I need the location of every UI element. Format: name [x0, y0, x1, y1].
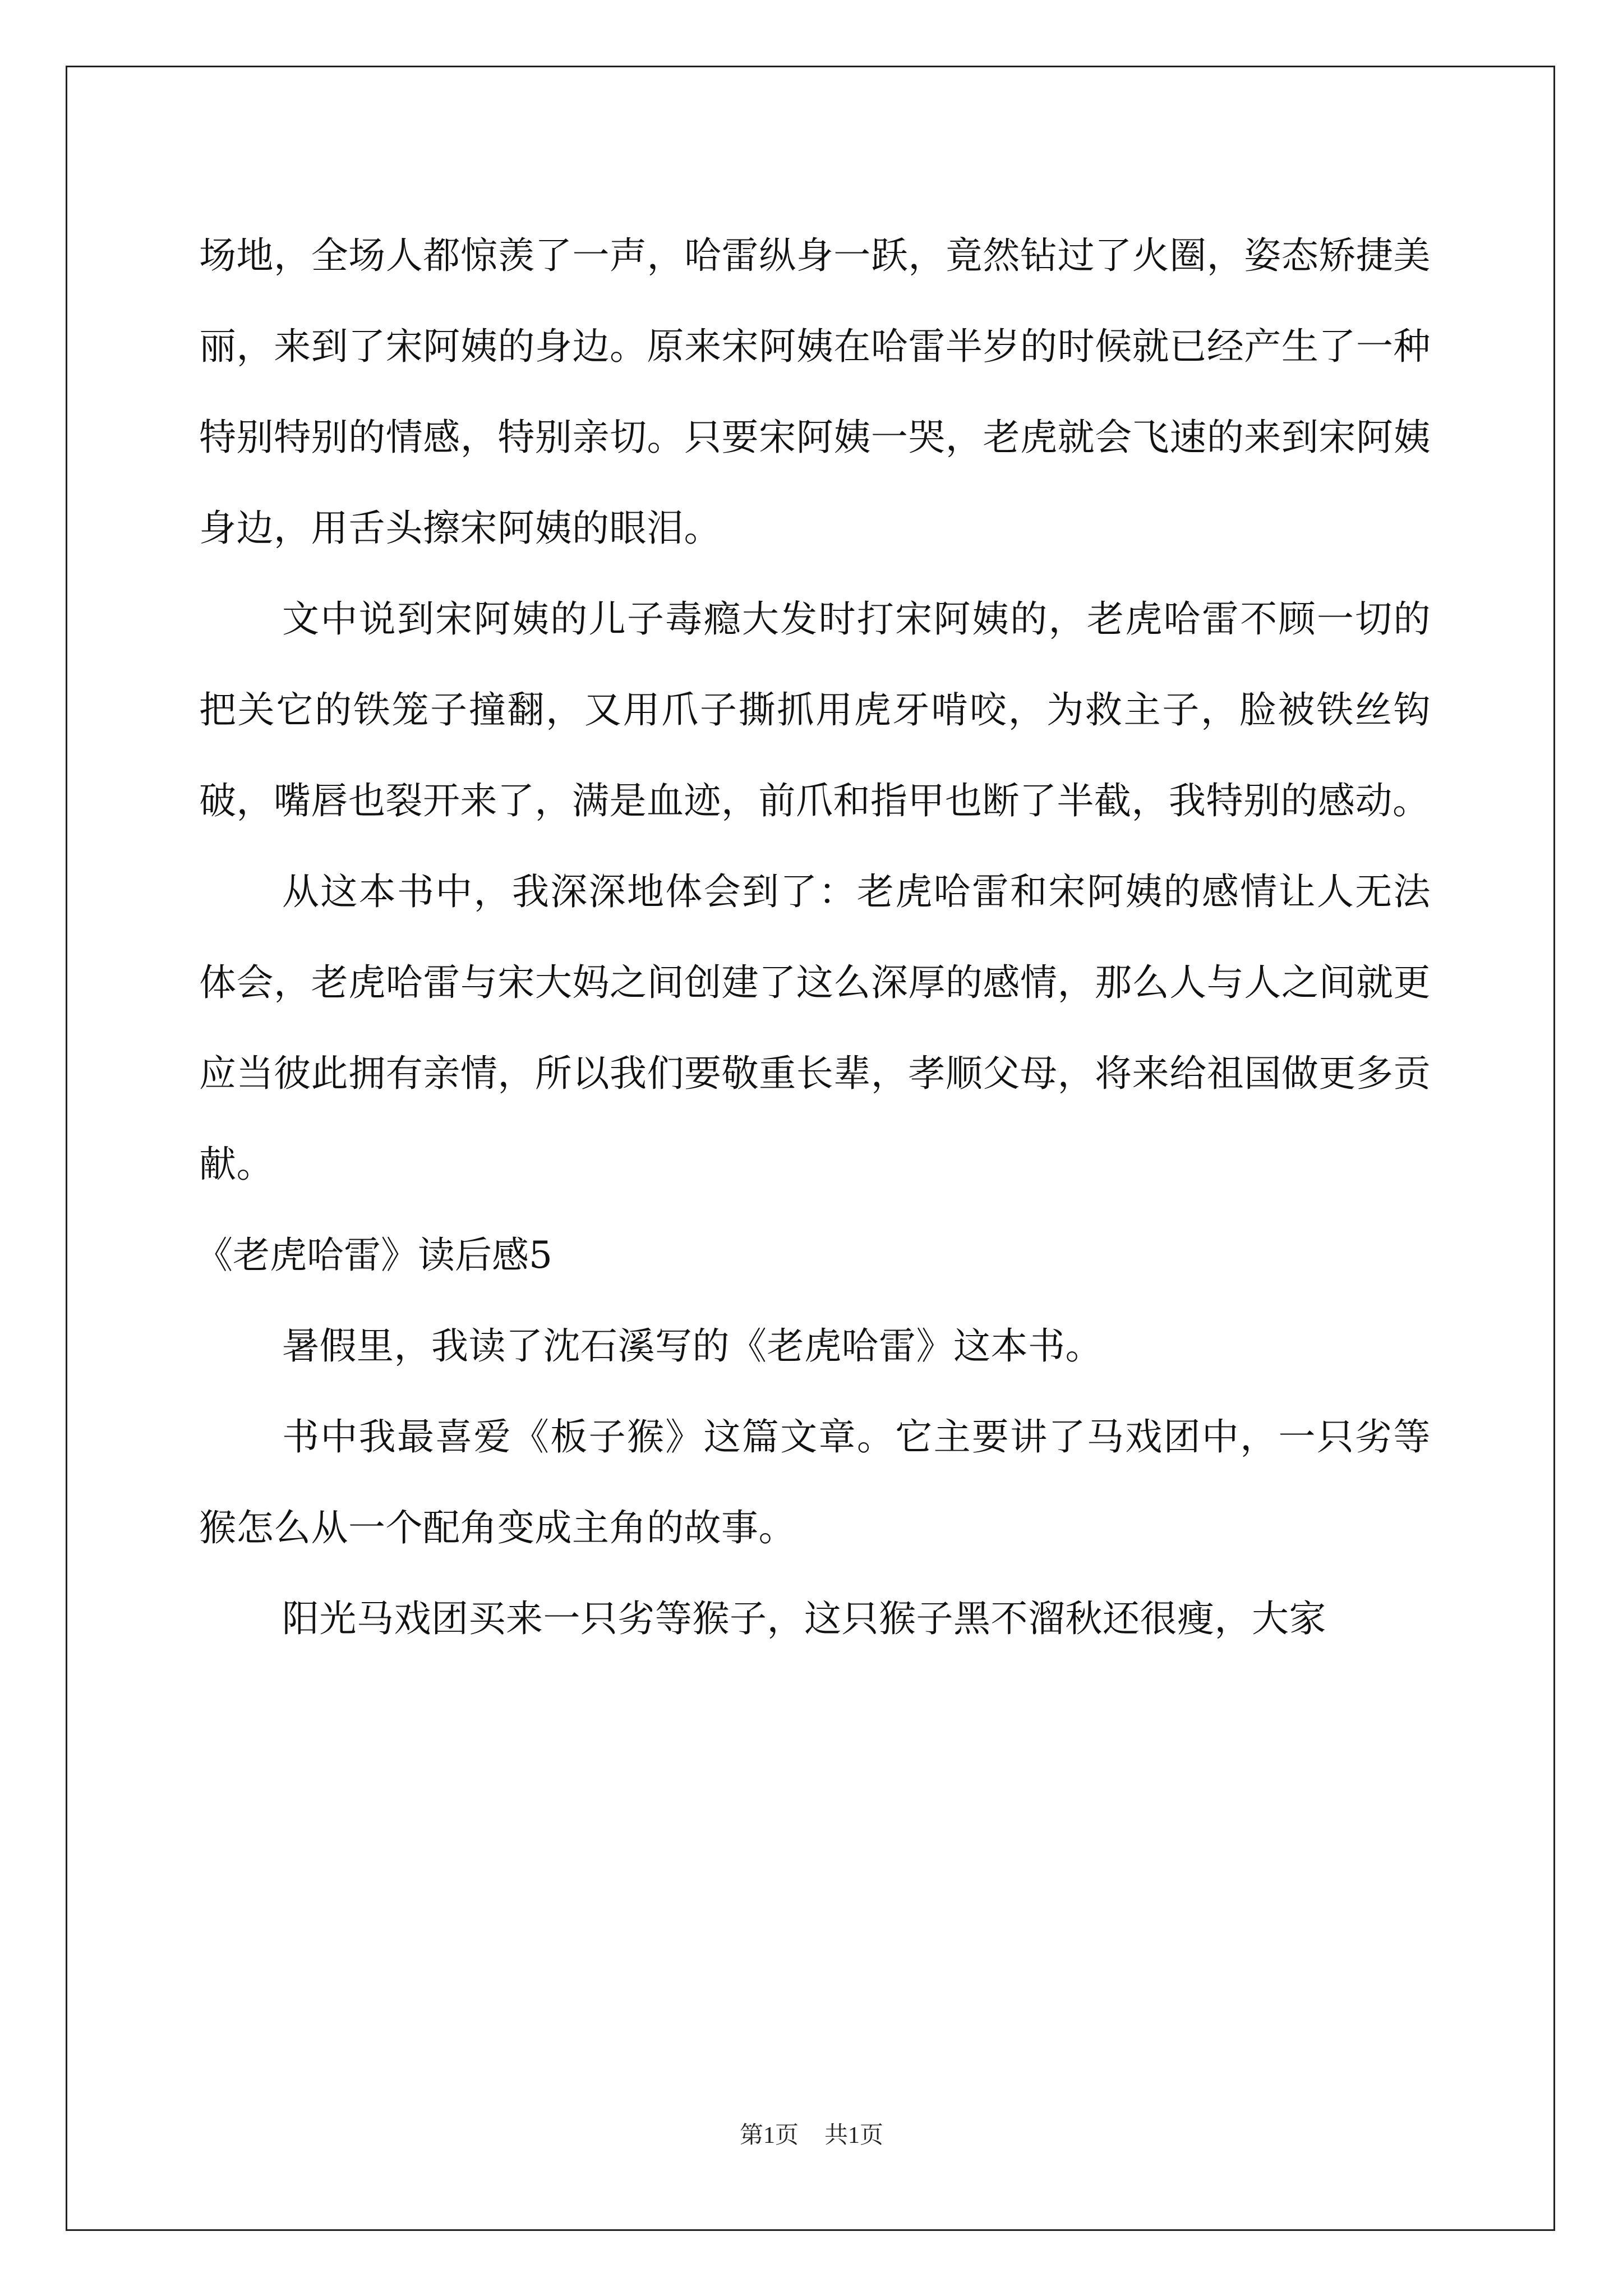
page-number-total: 共1页 [824, 2123, 884, 2148]
document-body [196, 210, 1431, 1664]
paragraph: 暑假里，我读了沈石溪写的《老虎哈雷》这本书。 [282, 1324, 1103, 1368]
paragraph: 阳光马戏团买来一只劣等猴子，这只猴子黑不溜秋还很瘦，大家 [282, 1597, 1326, 1640]
paragraph: 书中我最喜爱《板子猴》这篇文章。它主要讲了马戏团中，一只劣等猴怎么从一个配角变成主角的故事。 [199, 1415, 1431, 1549]
paragraph: 从这本书中，我深深地体会到了：老虎哈雷和宋阿姨的感情让人无法体会，老虎哈雷与宋大妈之间创建了这么深厚的感情，那么人与人之间就更应当彼此拥有亲情，所以我们要敬重长辈，孝顺父母，将来给祖国做更多贡献。 [199, 870, 1431, 1186]
paragraph: 文中说到宋阿姨的儿子毒瘾大发时打宋阿姨的，老虎哈雷不顾一切的把关它的铁笼子撞翻，又用爪子撕抓用虎牙啃咬，为救主子，脸被铁丝钩破，嘴唇也裂开来了，满是血迹，前爪和指甲也断了半截，我特别的感动。 [199, 597, 1431, 822]
page-number-current: 第1页 [739, 2123, 799, 2148]
page-footer [0, 2122, 1623, 2150]
section-heading: 《老虎哈雷》读后感5 [196, 1234, 552, 1277]
paragraph-continued: 场地，全场人都惊羡了一声，哈雷纵身一跃，竟然钻过了火圈，姿态矫捷美丽，来到了宋阿姨的身边。原来宋阿姨在哈雷半岁的时候就已经产生了一种特别特别的情感，特别亲切。只要宋阿姨一哭，老虎就会飞速的来到宋阿姨身边，用舌头擦宋阿姨的眼泪。 [199, 234, 1431, 550]
